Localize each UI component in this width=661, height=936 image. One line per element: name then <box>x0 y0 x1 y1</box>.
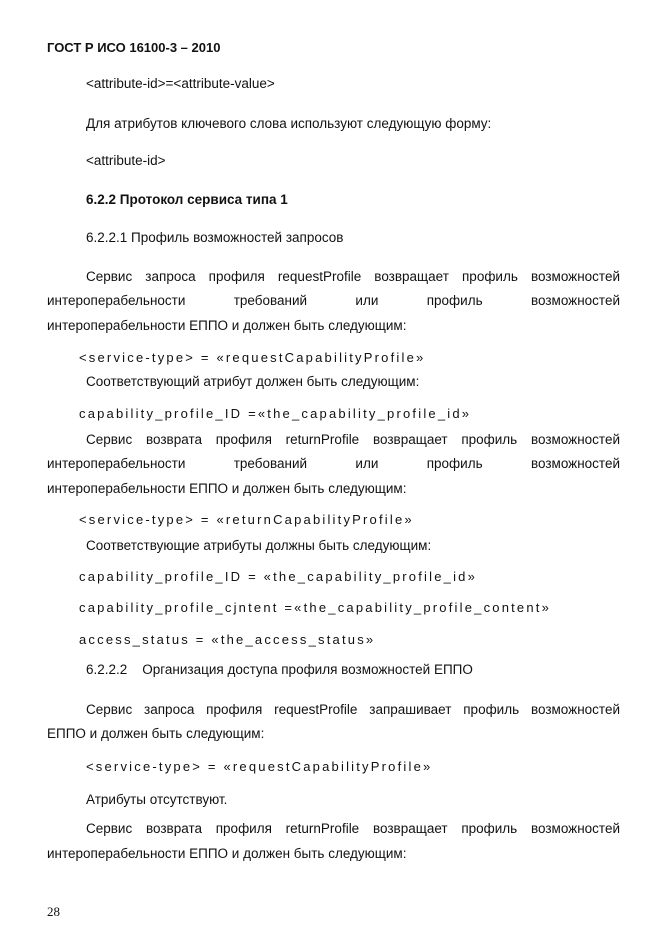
no-attributes-text: Атрибуты отсутствуют. <box>86 792 228 807</box>
attribute-id-line: <attribute-id> <box>86 153 166 168</box>
paragraph-1-line-1: Сервис запроса профиля requestProfile возвращает профиль возможностей <box>86 269 620 284</box>
paragraph-2-line-1: Сервис возврата профиля returnProfile возвращает профиль возможностей <box>86 432 620 447</box>
code-capability-profile-content: capability_profile_cjntent =«the_capability_profile_content» <box>79 600 552 615</box>
page-number: 28 <box>47 904 60 919</box>
paragraph-1-line-2: интероперабельности требований или профиль возможностей <box>47 293 620 308</box>
code-service-type-return: <service-type> = «returnCapabilityProfile» <box>79 512 414 527</box>
document-header: ГОСТ Р ИСО 16100-3 – 2010 <box>47 40 221 55</box>
paragraph-4-line-2: интероперабельности ЕППО и должен быть следующим: <box>47 846 407 861</box>
section-heading-6-2-2: 6.2.2 Протокол сервиса типа 1 <box>86 192 288 207</box>
attribute-intro-text: Соответствующий атрибут должен быть следующим: <box>86 374 420 389</box>
code-access-status: access_status = «the_access_status» <box>79 632 376 647</box>
attributes-intro-text: Соответствующие атрибуты должны быть следующим: <box>86 538 432 553</box>
paragraph-4-line-1: Сервис возврата профиля returnProfile возвращает профиль возможностей <box>86 821 620 836</box>
attribute-format-line: <attribute-id>=<attribute-value> <box>86 76 275 91</box>
code-capability-profile-id: capability_profile_ID =«the_capability_profile_id» <box>79 406 472 421</box>
paragraph-2-line-2: интероперабельности требований или профиль возможностей <box>47 456 620 471</box>
paragraph-3-line-1: Сервис запроса профиля requestProfile запрашивает профиль возможностей <box>86 702 620 717</box>
keyword-attributes-text: Для атрибутов ключевого слова используют следующую форму: <box>86 116 492 131</box>
code-service-type-request-2: <service-type> = «requestCapabilityProfile» <box>86 759 433 774</box>
code-capability-profile-id-2: capability_profile_ID = «the_capability_profile_id» <box>79 569 478 584</box>
paragraph-2-line-3: интероперабельности ЕППО и должен быть следующим: <box>47 481 407 496</box>
paragraph-3-line-2: ЕППО и должен быть следующим: <box>47 726 265 741</box>
paragraph-1-line-3: интероперабельности ЕППО и должен быть следующим: <box>47 318 407 333</box>
code-service-type-request: <service-type> = «requestCapabilityProfile» <box>79 350 426 365</box>
subsection-heading-6-2-2-1: 6.2.2.1 Профиль возможностей запросов <box>86 230 344 245</box>
subsection-heading-6-2-2-2: 6.2.2.2 Организация доступа профиля возможностей ЕППО <box>86 662 473 677</box>
